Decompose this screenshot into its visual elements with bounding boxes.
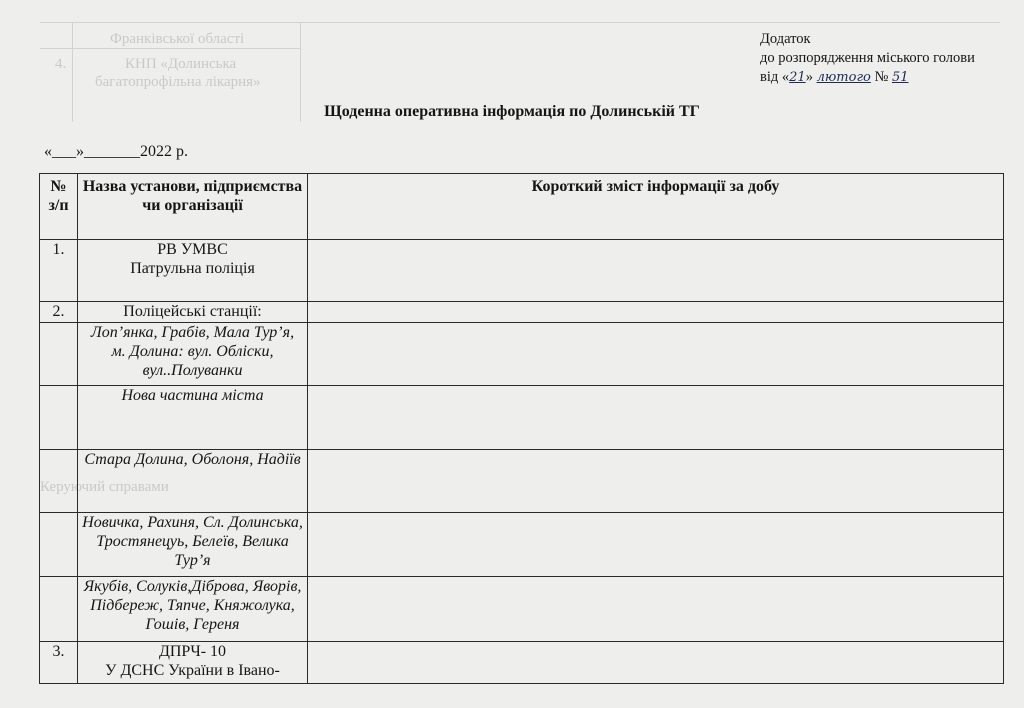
row-summary [308,577,1004,642]
row-number: 1. [40,240,78,302]
row-number [40,450,78,513]
header-number: № з/п [40,174,78,240]
row-summary [308,386,1004,450]
row-organization: Якубів, Солуків,Діброва, Яворів, Підбереж, Тяпче, Княжолука, Гошів, Гереня [78,577,308,642]
row-organization [78,642,308,684]
bleed-through-line [40,48,300,49]
table-row [40,386,1004,450]
row-organization: Лоп’янка, Грабів, Мала Тур’я, м. Долина: вул. Обліски, вул..Полуванки [78,323,308,386]
row-number [40,513,78,577]
addendum-date-mid: » [805,69,813,85]
table-row [40,302,1004,323]
organization-line: ДПРЧ- 10 [158,643,227,660]
daily-info-table [39,173,1004,684]
bleed-through-text: Керуючий справами [40,479,169,495]
handwritten-number: 51 [891,70,909,85]
bleed-through-line [40,22,1000,23]
addendum-reference: до розпорядження міського голови [760,50,975,66]
bleed-through-text: КНП «Долинська [125,56,237,72]
header-summary: Короткий зміст інформації за добу [308,174,1004,240]
bleed-through-text: 4. [55,56,67,72]
handwritten-month: лютого [816,70,871,85]
organization-line: У ДСНС України в Івано- [105,662,280,679]
report-date-line: «___»_______2022 р. [44,143,188,160]
bleed-through-text: Франківської області [110,31,245,47]
table-row [40,577,1004,642]
addendum-date-number [760,68,975,87]
table-row [40,642,1004,684]
row-number: 3. [40,642,78,684]
row-number: 2. [40,302,78,323]
table-row [40,240,1004,302]
document-title: Щоденна оперативна інформація по Долинській ТГ [324,103,700,120]
row-summary [308,642,1004,684]
table-header-row [40,174,1004,240]
addendum-number-label: № [870,69,892,85]
organization-line: Патрульна поліція [130,260,255,277]
handwritten-day: 21 [789,70,806,85]
organization-line: РВ УМВС [157,241,228,258]
addendum-date-prefix: від « [760,69,790,85]
row-summary [308,302,1004,323]
row-organization: Нова частина міста [78,386,308,450]
row-summary [308,323,1004,386]
row-organization [78,240,308,302]
header-organization: Назва установи, підприємства чи організації [78,174,308,240]
row-organization: Поліцейські станції: [78,302,308,323]
addendum-heading: Додаток [760,31,811,47]
bleed-through-text: багатопрофільна лікарня» [95,74,261,90]
row-number [40,386,78,450]
table-row [40,323,1004,386]
row-organization: Новичка, Рахиня, Сл. Долинська, Тростянецуь, Белеїв, Велика Тур’я [78,513,308,577]
row-organization: Стара Долина, Оболоня, Надіїв [78,450,308,513]
row-number [40,577,78,642]
row-number [40,323,78,386]
row-summary [308,450,1004,513]
row-summary [308,240,1004,302]
table-row [40,450,1004,513]
addendum-block [760,30,975,87]
table-row [40,513,1004,577]
row-summary [308,513,1004,577]
